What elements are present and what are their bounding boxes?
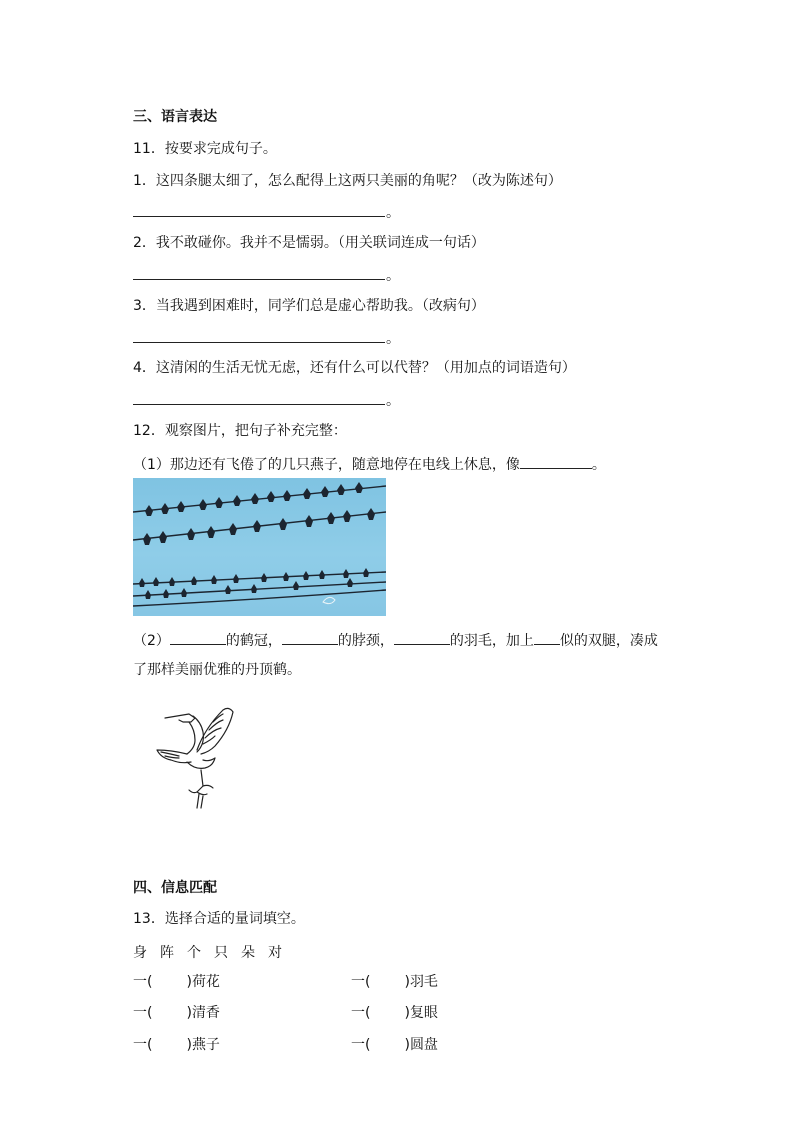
pair-close: ) <box>404 1037 410 1053</box>
answer-blank-2[interactable] <box>133 279 385 280</box>
question-12-part-2-line-2: 了那样美丽优雅的丹顶鹤。 <box>133 662 301 678</box>
crest-blank[interactable] <box>170 630 226 645</box>
pair-close: ) <box>186 1037 192 1053</box>
pair-item[interactable] <box>133 973 220 991</box>
end-mark: 。 <box>386 331 400 347</box>
question-12-part-2 <box>133 630 658 650</box>
part-2-label: （2） <box>133 633 170 649</box>
answer-blank-1[interactable] <box>133 216 385 217</box>
section-title-3: 三、语言表达 <box>133 109 217 125</box>
pair-prefix: 一( <box>133 1005 153 1021</box>
measure-word: 阵 <box>160 945 174 961</box>
pair-item[interactable] <box>133 1036 220 1054</box>
pair-item[interactable] <box>133 1004 220 1022</box>
legs-text: 似的双腿，凑成 <box>559 633 658 649</box>
pair-noun: 清香 <box>191 1005 220 1021</box>
neck-text: 的脖颈， <box>337 633 394 649</box>
feather-blank[interactable] <box>394 630 450 645</box>
part-1-suffix: 。 <box>591 457 606 473</box>
crest-text: 的鹤冠， <box>225 633 282 649</box>
measure-word: 朵 <box>241 945 255 961</box>
crane-illustration <box>143 700 243 812</box>
part-1-prefix: （1）那边还有飞倦了的几只燕子，随意地停在电线上休息，像 <box>133 457 520 473</box>
pair-noun: 圆盘 <box>409 1037 438 1053</box>
swallows-on-wires-image <box>133 478 386 616</box>
measure-word-bank <box>133 942 295 962</box>
pair-prefix: 一( <box>133 974 153 990</box>
pair-noun: 燕子 <box>191 1037 220 1053</box>
measure-word: 对 <box>268 945 282 961</box>
pair-noun: 荷花 <box>191 974 220 990</box>
answer-blank-3[interactable] <box>133 342 385 343</box>
question-13-stem: 13．选择合适的量词填空。 <box>133 911 305 927</box>
pair-item[interactable] <box>351 973 438 991</box>
question-11-item-4: 4．这清闲的生活无忧无虑，还有什么可以代替？（用加点的词语造句） <box>133 360 576 376</box>
swallows-illustration <box>133 478 386 616</box>
measure-word: 只 <box>214 945 228 961</box>
pair-close: ) <box>404 974 410 990</box>
pair-noun: 羽毛 <box>409 974 438 990</box>
pair-close: ) <box>186 1005 192 1021</box>
feather-text: 的羽毛，加上 <box>449 633 534 649</box>
pair-prefix: 一( <box>133 1037 153 1053</box>
section-title-4: 四、信息匹配 <box>133 880 217 896</box>
question-11-stem: 11．按要求完成句子。 <box>133 141 277 157</box>
question-11-item-1: 1．这四条腿太细了，怎么配得上这两只美丽的角呢？（改为陈述句） <box>133 173 562 189</box>
end-mark: 。 <box>386 393 400 409</box>
part-1-blank[interactable] <box>520 454 592 469</box>
pair-prefix: 一( <box>351 1037 371 1053</box>
legs-blank[interactable] <box>534 630 560 645</box>
end-mark: 。 <box>386 205 400 221</box>
measure-word: 个 <box>187 945 201 961</box>
pair-prefix: 一( <box>351 974 371 990</box>
pair-close: ) <box>404 1005 410 1021</box>
pair-noun: 复眼 <box>409 1005 438 1021</box>
question-11-item-3: 3．当我遇到困难时，同学们总是虚心帮助我。（改病句） <box>133 298 485 314</box>
pair-item[interactable] <box>351 1036 438 1054</box>
question-11-item-2: 2．我不敢碰你。我并不是懦弱。（用关联词连成一句话） <box>133 235 485 251</box>
question-12-stem: 12．观察图片，把句子补充完整： <box>133 423 347 439</box>
neck-blank[interactable] <box>282 630 338 645</box>
question-12-part-1 <box>133 454 606 474</box>
pair-close: ) <box>186 974 192 990</box>
crane-image <box>143 700 243 812</box>
end-mark: 。 <box>386 268 400 284</box>
measure-word: 身 <box>133 945 147 961</box>
answer-blank-4[interactable] <box>133 404 385 405</box>
pair-prefix: 一( <box>351 1005 371 1021</box>
pair-item[interactable] <box>351 1004 438 1022</box>
